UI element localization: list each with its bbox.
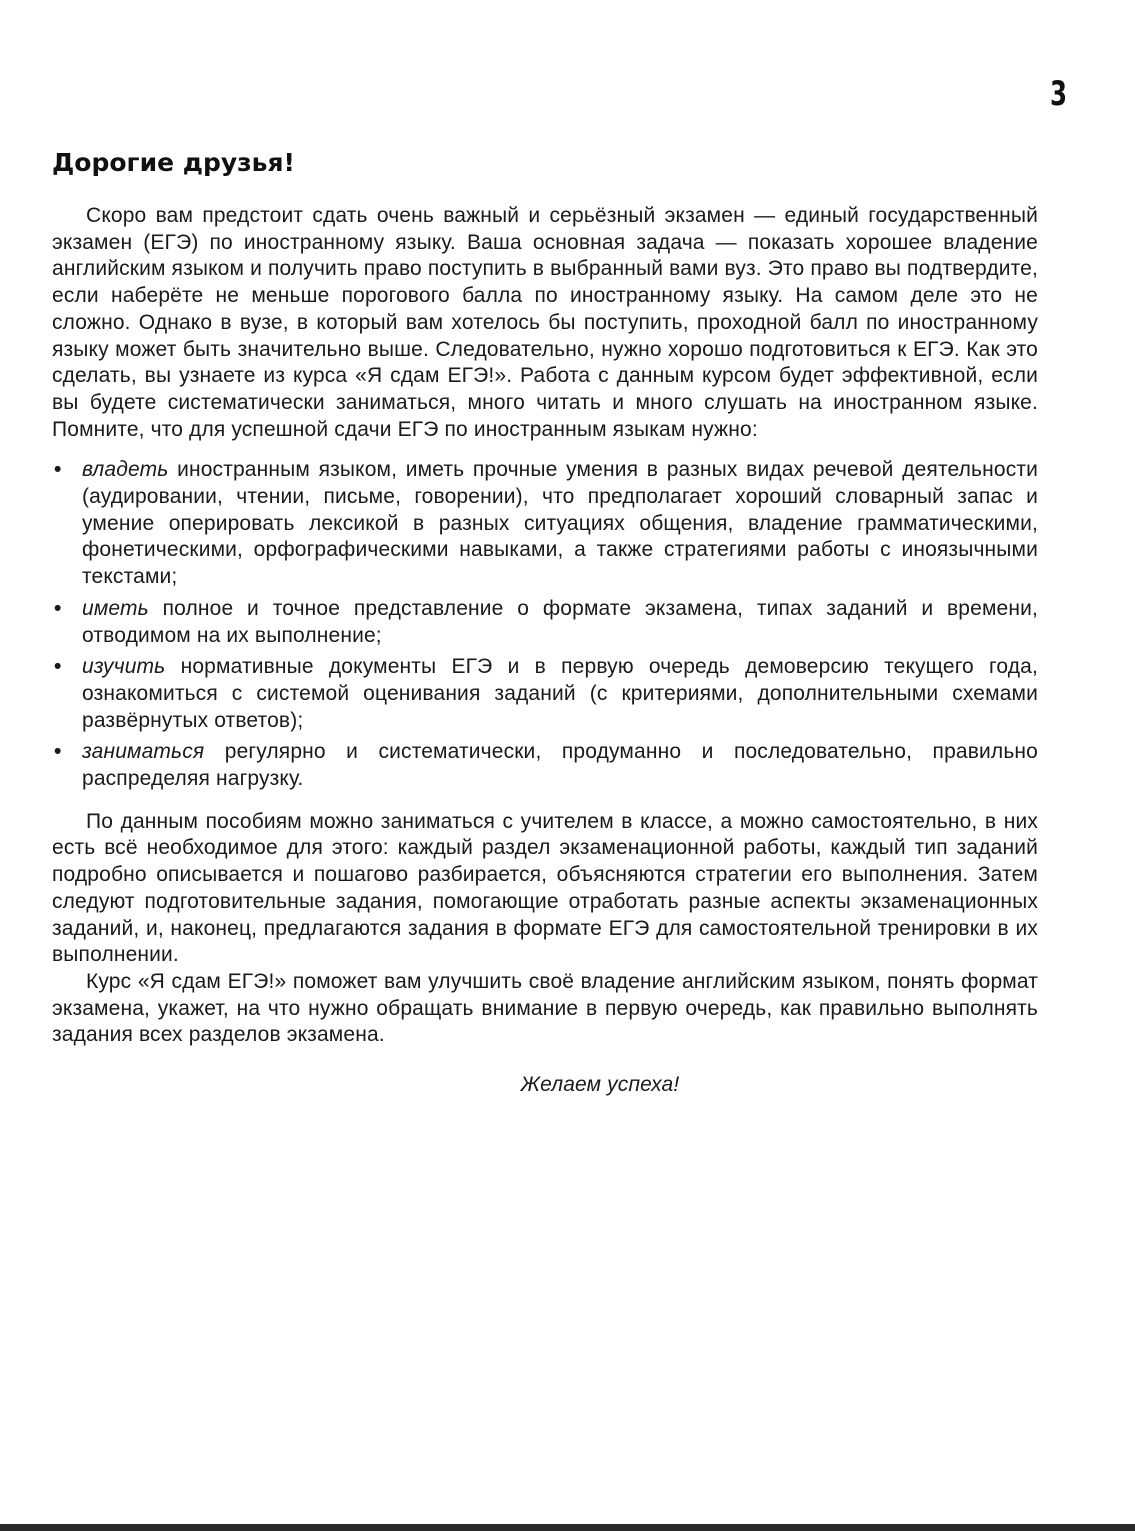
list-item-keyword: изучить [82, 655, 166, 679]
bullet-icon: • [54, 458, 62, 482]
list-item [52, 654, 1038, 734]
list-item-text: полное и точное представление о формате экзамена, типах заданий и времени, отводимом на их выполнение; [82, 596, 1038, 647]
list-item-keyword: владеть [82, 458, 169, 482]
bullet-icon: • [54, 740, 62, 764]
intro-paragraph: Скоро вам предстоит сдать очень важный и серьёзный экзамен — единый государственный экзамен (ЕГЭ) по иностранному языку. Ваша основная задача — показать хорошее владение английским языком и получить право поступить в выбранный вами вуз. Это право вы подтвердите, если наберёте не меньше порогового балла по иностранному языку. На самом деле это не сложно. Однако в вузе, в который вам хотелось бы поступить, проходной балл по иностранному языку может быть значительно выше. Следовательно, нужно хорошо подготовиться к ЕГЭ. Как это сделать, вы узнаете из курса «Я сдам ЕГЭ!». Работа с данным курсом будет эффективной, если вы будете систематически заниматься, много читать и много слушать на иностранном языке. Помните, что для успешной сдачи ЕГЭ по иностранным языкам нужно: [52, 204, 1038, 441]
list-item-text: иностранным языком, иметь прочные умения в разных видах речевой деятельности (аудировании, чтении, письме, говорении), что предполагает хороший словарный запас и умение оперировать лексикой в разных ситуациях общения, владение грамматическими, фонетическими, орфографическими навыками, а также стратегиями работы с иноязычными текстами; [82, 458, 1038, 589]
list-item-keyword: заниматься [82, 740, 205, 764]
page-content [52, 148, 1038, 1097]
list-item-text: нормативные документы ЕГЭ и в первую очередь демоверсию текущего года, ознакомиться с системой оценивания заданий (с критериями, дополнительными схемами развёрнутых ответов); [82, 655, 1038, 732]
list-item [52, 739, 1038, 792]
bullet-icon: • [54, 655, 62, 679]
course-paragraph: Курс «Я сдам ЕГЭ!» поможет вам улучшить своё владение английским языком, понять формат экзамена, укажет, на что нужно обращать внимание в первую очередь, как правильно выполнять задания всех разделов экзамена. [52, 969, 1038, 1047]
requirements-list [52, 457, 1038, 792]
page-title: Дорогие друзья! [52, 148, 295, 177]
closing-wish: Желаем успеха! [520, 1073, 680, 1097]
list-item [52, 457, 1038, 591]
scan-bottom-edge [0, 1524, 1135, 1531]
list-item [52, 596, 1038, 649]
list-item-keyword: иметь [82, 596, 149, 620]
bullet-icon: • [54, 596, 62, 620]
page-number: 3 [1050, 74, 1068, 114]
list-item-text: регулярно и систематически, продуманно и последовательно, правильно распределяя нагрузку. [82, 740, 1038, 791]
method-paragraph: По данным пособиям можно заниматься с учителем в классе, а можно самостоятельно, в них есть всё необходимое для этого: каждый раздел экзаменационной работы, каждый тип заданий подробно описывается и пошагово разбирается, объясняются стратегии его выполнения. Затем следуют подготовительные задания, помогающие отработать разные аспекты экзаменационных заданий, и, наконец, предлагаются задания в формате ЕГЭ для самостоятельной тренировки в их выполнении. [52, 809, 1038, 967]
